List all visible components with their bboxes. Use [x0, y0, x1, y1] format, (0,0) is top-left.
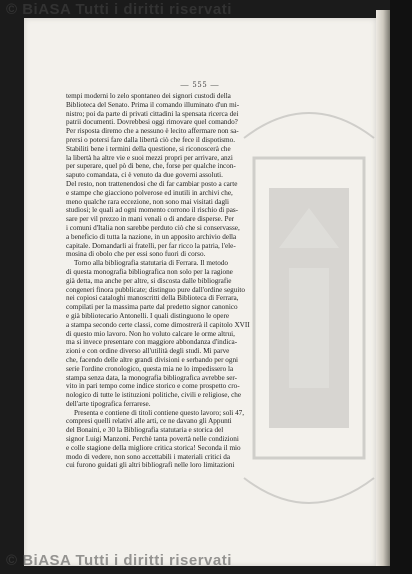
- text-line: nologico di tutte le istituzioni politiche, civili e religiose, che: [66, 391, 242, 400]
- text-line: vito in pari tempo come indice storico e come prospetto cro-: [66, 382, 240, 391]
- text-line: di questo mio lavoro. Non ho voluto calcare le orme altrui,: [66, 329, 235, 338]
- text-line: capitale. Domandarli ai fratelli, per far ricco la patria, l'ele-: [66, 241, 236, 250]
- text-line: serie l'ordine cronologico, questa mia ne lo impedissero la: [66, 364, 234, 373]
- text-line: a beneficio di tutta la nazione, in un apposito archivio della: [66, 232, 237, 241]
- text-line: dell'arte tipografica ferrarese.: [66, 399, 151, 408]
- text-line: signor Luigi Manzoni. Perchè tanta povertà nelle condizioni: [66, 435, 239, 444]
- text-line: del Bonaini, e 30 la Bibliografia statutaria e storica del: [66, 426, 224, 435]
- text-line: di questa monografia bibliografica non solo per la ragione: [66, 267, 233, 276]
- text-line: nistro; poi da parte di privati cittadini la spensata ricerca dei: [66, 109, 239, 118]
- text-line: cui furono guidati gli altri bibliografi nelle loro limitazioni: [66, 461, 235, 470]
- text-line: a stampa secondo certe classi, come dimostrerà il capitolo XVII: [66, 320, 250, 329]
- text-line: Stabiliti bene i termini della questione, si riconoscerà che: [66, 144, 231, 153]
- scan-edge: [390, 0, 412, 574]
- text-line: studiosi; le quali ad ogni momento corrono il rischio di pas-: [66, 206, 239, 215]
- text-line: che, facendo delle altre grandi divisioni e serbando per ogni: [66, 355, 239, 364]
- copyright-watermark-top: © BiASA Tutti i diritti riservati: [6, 1, 232, 18]
- text-line: zioni e con ordine diverso all'utilità degli studi. Mi parve: [66, 347, 230, 356]
- text-line: e colle stagione della migliore critica storica! Seconda il mio: [66, 443, 241, 452]
- text-line: Biblioteca del Senato. Prima il comando illuminato d'un mi-: [66, 100, 240, 109]
- body-text: [66, 92, 356, 470]
- text-line: saputo comandata, ci è venuto da due governi assoluti.: [66, 171, 223, 180]
- text-line: per superare, quel pò di bene, che, forse per qualche incon-: [66, 162, 236, 171]
- text-line: Per risposta diremo che a nessuno è lecito affermare non sa-: [66, 127, 239, 136]
- text-line: Del resto, non trattenendosi che di far cambiar posto a carte: [66, 179, 238, 188]
- text-line: stampa senza data, la monografia bibliografica avrebbe ser-: [66, 373, 238, 382]
- text-line: tempi moderni lo zelo spontaneo dei signori custodi della: [66, 92, 231, 100]
- text-line: compresi quelli relativi alle arti, ce ne davano gli Appunti: [66, 417, 232, 426]
- text-line: meno qualche rara eccezione, non sono mai visitati dagli: [66, 197, 230, 206]
- text-line: congeneri finora pubblicate; distinguo pure dall'ordine seguito: [66, 285, 245, 294]
- text-line: e stampe che giacciono polverose ed inutili in archivi che,: [66, 188, 233, 197]
- text-line: Presenta e contiene di titoli contiene questo lavoro; soli 47,: [74, 408, 245, 417]
- text-line: modo di vedere, non sono accettabili i materiali critici da: [66, 452, 231, 461]
- page-number: — 555 —: [180, 80, 220, 89]
- text-line: già detta, ma anche per altre, si discosta dalle bibliografie: [66, 276, 232, 285]
- text-line: compilati per la massima parte dal predetto signor canonico: [66, 303, 238, 312]
- text-line: i comuni d'Italia non sarebbe perduto ciò che si conservasse,: [66, 223, 240, 232]
- book-binding: [376, 10, 390, 566]
- text-line: e già bibliotecario Antonelli. I quali distinguono le opere: [66, 311, 230, 320]
- text-line: sare per vil prezzo in mani venali o di andare disperse. Per: [66, 215, 235, 224]
- text-line: nei copiosi cataloghi manoscritti della Biblioteca di Ferrara,: [66, 294, 239, 303]
- text-line: prersi o potersi fare dalla libertà ciò che fece il dispotismo.: [66, 135, 236, 144]
- text-line: ma si invece presentare con maggiore abbondanza d'indica-: [66, 338, 238, 347]
- document-page: [24, 18, 376, 566]
- copyright-watermark-bottom: © BiASA Tutti i diritti riservati: [6, 552, 232, 569]
- text-line: Torno alla bibliografia statutaria di Ferrara. Il metodo: [74, 259, 228, 268]
- text-line: mosina di obolo che per essi sono fuori di corso.: [66, 250, 206, 259]
- text-line: la libertà ha altre vie e suoi mezzi propri per arrivare, anzi: [66, 153, 233, 162]
- text-line: patrii documenti. Dovrebbesi oggi rimovare quel comando?: [66, 118, 238, 127]
